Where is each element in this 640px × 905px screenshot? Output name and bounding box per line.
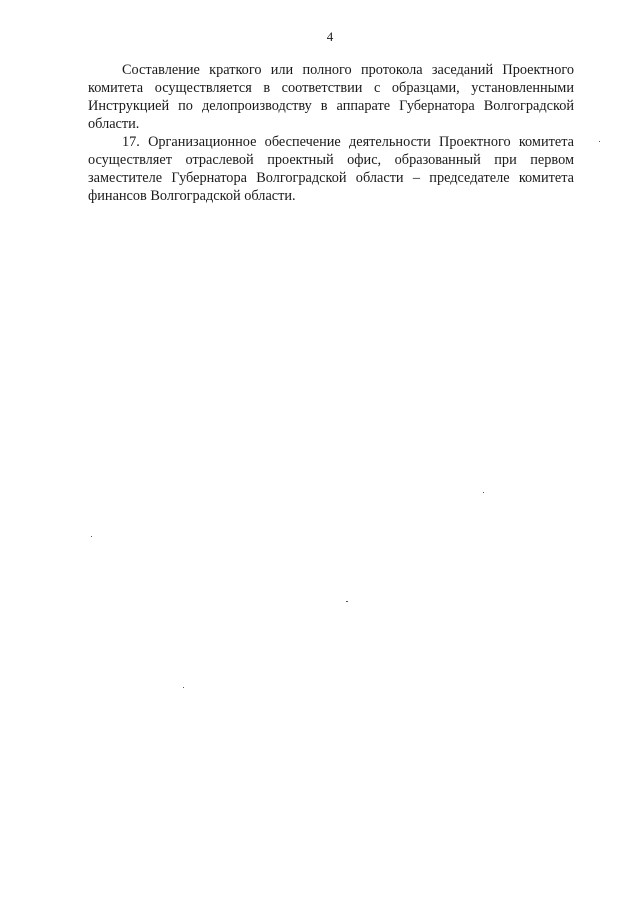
paragraph-protocol: Составление краткого или полного протокола заседаний Проектного комитета осуществляется в соответствии с образцами, установленными Инструкцией по делопроизводству в аппарате Губернатора Волгоградской области. [88, 62, 574, 132]
scan-speck [346, 601, 348, 602]
scan-speck [91, 536, 92, 537]
paragraph-item-17: 17. Организационное обеспечение деятельности Проектного комитета осуществляет отраслевой проектный офис, образованный при первом заместителе Губернатора Волгоградской области – председателе комитета финансов Волгоградской области. [88, 134, 574, 204]
scan-speck [483, 492, 484, 493]
page-number: 4 [326, 29, 334, 44]
scan-speck [183, 687, 184, 688]
scan-speck [599, 141, 600, 142]
document-body [88, 61, 574, 205]
